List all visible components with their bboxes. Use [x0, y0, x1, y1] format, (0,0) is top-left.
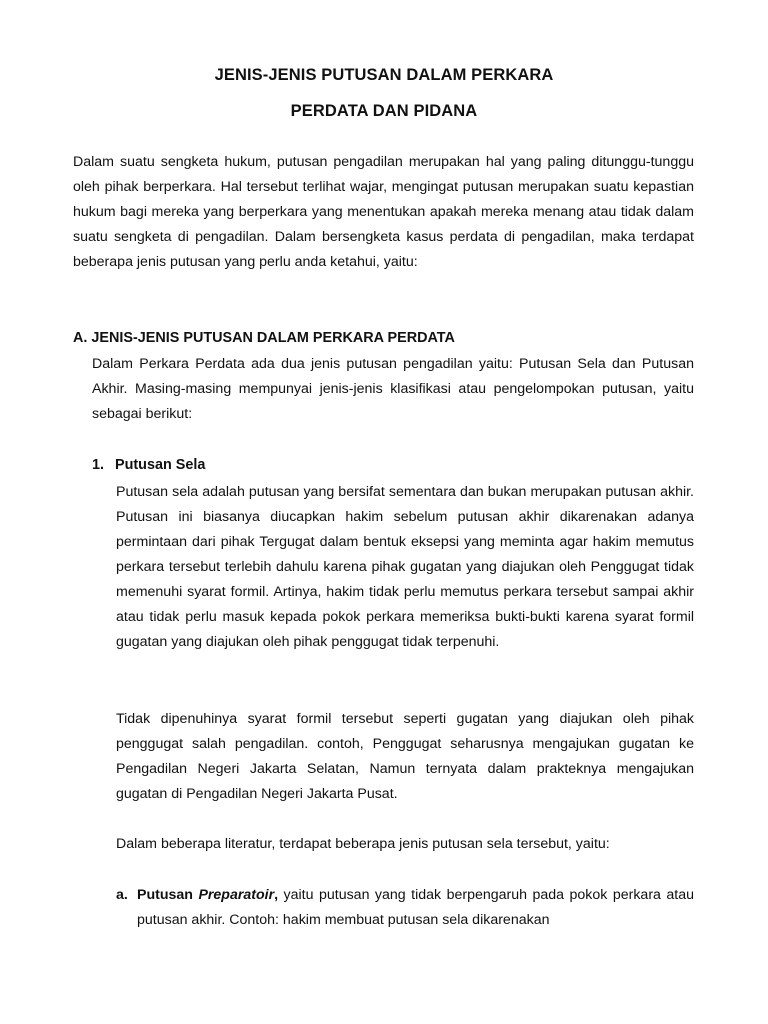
document-title-line1: JENIS-JENIS PUTUSAN DALAM PERKARA: [214, 66, 554, 84]
list-item-a-body: [137, 883, 694, 933]
subsection-1-heading: [92, 457, 205, 473]
subsection-1-number: 1.: [92, 457, 105, 473]
document-title-line2: PERDATA DAN PIDANA: [290, 102, 478, 120]
list-item-a-marker: a.: [116, 887, 128, 903]
list-item-a-label: Putusan: [137, 887, 199, 903]
list-item-a-text: yaitu putusan yang tidak berpengaruh pada pokok perkara atau putusan akhir. Contoh: hakim membuat putusan sela dikarenakan: [137, 887, 694, 928]
putusan-sela-paragraph-3: Dalam beberapa literatur, terdapat beberapa jenis putusan sela tersebut, yaitu:: [116, 836, 610, 852]
list-item-a-comma: ,: [274, 887, 279, 903]
putusan-sela-paragraph-2: Tidak dipenuhinya syarat formil tersebut seperti gugatan yang diajukan oleh pihak penggugat salah pengadilan. contoh, Penggugat seharusnya mengajukan gugatan ke Pengadilan Negeri Jakarta Selatan, Namun ternyata dalam prakteknya mengajukan gugatan di Pengadilan Negeri Jakarta Pusat.: [116, 711, 694, 802]
section-a-heading: A. JENIS-JENIS PUTUSAN DALAM PERKARA PERDATA: [73, 330, 455, 346]
list-item-a: [116, 883, 694, 933]
section-a-paragraph: Dalam Perkara Perdata ada dua jenis putusan pengadilan yaitu: Putusan Sela dan Putusan Akhir. Masing-masing mempunyai jenis-jenis klasifikasi atau pengelompokan putusan, yaitu sebagai berikut:: [92, 356, 694, 422]
subsection-1-title: Putusan Sela: [115, 457, 206, 473]
intro-paragraph: Dalam suatu sengketa hukum, putusan pengadilan merupakan hal yang paling ditunggu-tunggu oleh pihak berperkara. Hal tersebut terlihat wajar, mengingat putusan merupakan suatu kepastian hukum bagi mereka yang berperkara yang menentukan apakah mereka menang atau tidak dalam suatu sengketa di pengadilan. Dalam bersengketa kasus perdata di pengadilan, maka terdapat beberapa jenis putusan yang perlu anda ketahui, yaitu:: [73, 154, 694, 270]
list-item-a-label-italic: Preparatoir: [198, 887, 275, 903]
putusan-sela-paragraph-1: Putusan sela adalah putusan yang bersifat sementara dan bukan merupakan putusan akhir. Putusan ini biasanya diucapkan hakim sebelum putusan akhir dikarenakan adanya permintaan dari pihak Tergugat dalam bentuk eksepsi yang meminta agar hakim memutus perkara tersebut terlebih dahulu karena pihak gugatan yang diajukan oleh Penggugat tidak memenuhi syarat formil. Artinya, hakim tidak perlu memutus perkara tersebut sampai akhir atau tidak perlu masuk kepada pokok perkara memeriksa bukti-bukti karena syarat formil gugatan yang diajukan oleh pihak penggugat tidak terpenuhi.: [116, 484, 694, 650]
